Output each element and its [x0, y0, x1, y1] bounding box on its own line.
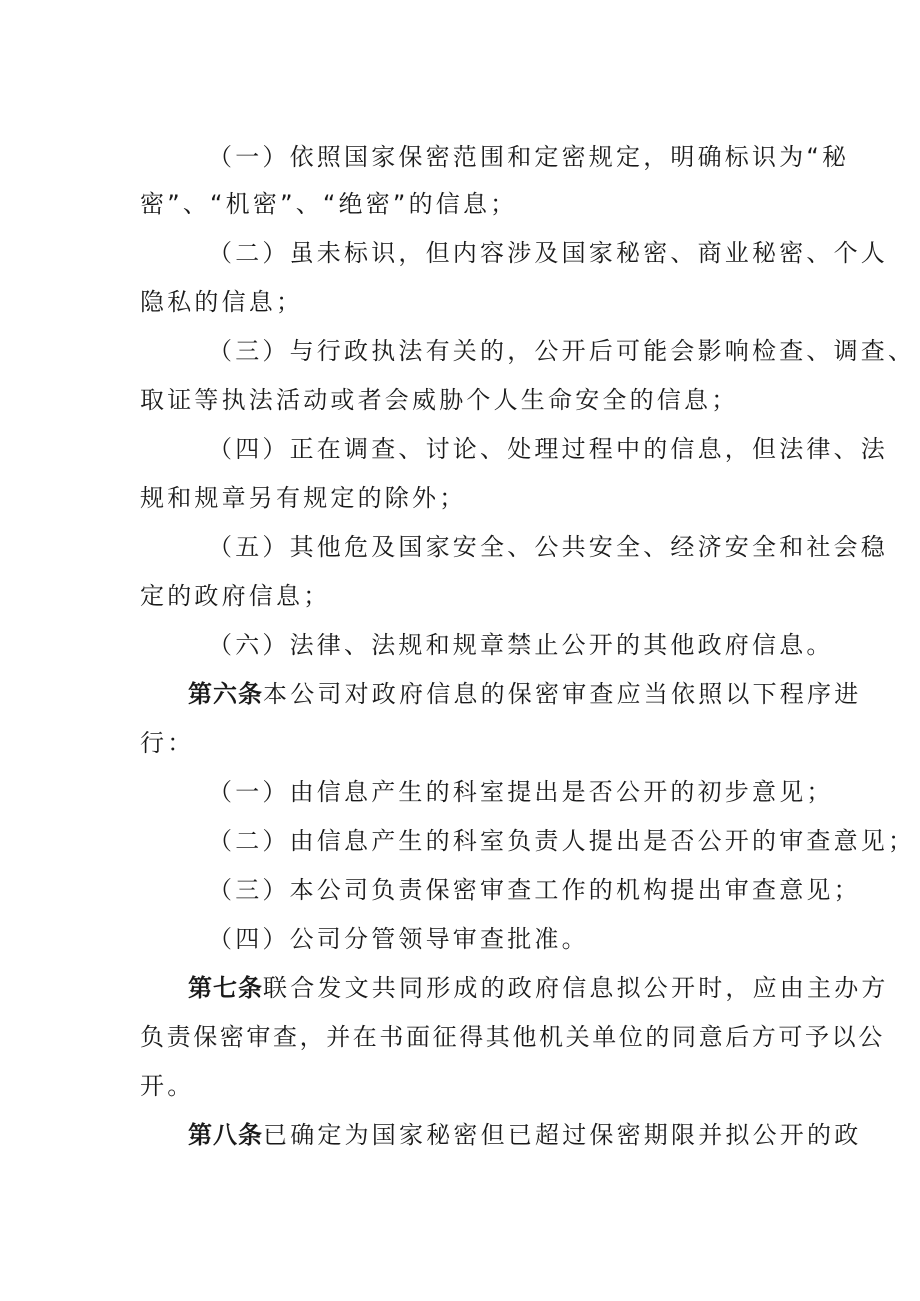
text-line: 隐私的信息；: [140, 288, 304, 316]
article-6-title: 第六条: [188, 680, 263, 708]
list-item: （二）由信息产生的科室负责人提出是否公开的审查意见；: [208, 827, 916, 855]
article-7-text: 联合发文共同形成的政府信息拟公开时，应由主办方: [263, 974, 889, 1002]
article-8-text: 已确定为国家秘密但已超过保密期限并拟公开的政: [263, 1121, 862, 1149]
text-line: 密”、“机密”、“绝密”的信息；: [140, 190, 518, 218]
article-8-title: 第八条: [188, 1121, 263, 1149]
text-line: （五）其他危及国家安全、公共安全、经济安全和社会稳: [208, 533, 888, 561]
text-line: 行：: [140, 729, 195, 757]
list-item: （一）由信息产生的科室提出是否公开的初步意见；: [208, 778, 834, 806]
text-line: 开。: [140, 1072, 195, 1100]
article-7-title: 第七条: [188, 974, 263, 1002]
text-line: （一）依照国家保密范围和定密规定，明确标识为“秘: [208, 143, 850, 171]
article-7-line-1: [188, 972, 889, 1004]
text-line: 规和规章另有规定的除外；: [140, 484, 467, 512]
text-line: （六）法律、法规和规章禁止公开的其他政府信息。: [208, 631, 834, 659]
text-line: 负责保密审查，并在书面征得其他机关单位的同意后方可予以公: [140, 1023, 885, 1051]
article-6-line-1: [188, 678, 862, 710]
list-item: （三）本公司负责保密审查工作的机构提出审查意见；: [208, 876, 861, 904]
text-line: （四）正在调查、讨论、处理过程中的信息，但法律、法: [208, 435, 888, 463]
article-8-line-1: [188, 1119, 862, 1151]
text-line: （三）与行政执法有关的，公开后可能会影响检查、调查、: [208, 337, 916, 365]
text-line: 取证等执法活动或者会威胁个人生命安全的信息；: [140, 386, 739, 414]
text-line: 定的政府信息；: [140, 582, 331, 610]
text-line: （二）虽未标识，但内容涉及国家秘密、商业秘密、个人: [208, 239, 888, 267]
article-6-text: 本公司对政府信息的保密审查应当依照以下程序进: [263, 680, 862, 708]
list-item: （四）公司分管领导审查批准。: [208, 925, 589, 953]
